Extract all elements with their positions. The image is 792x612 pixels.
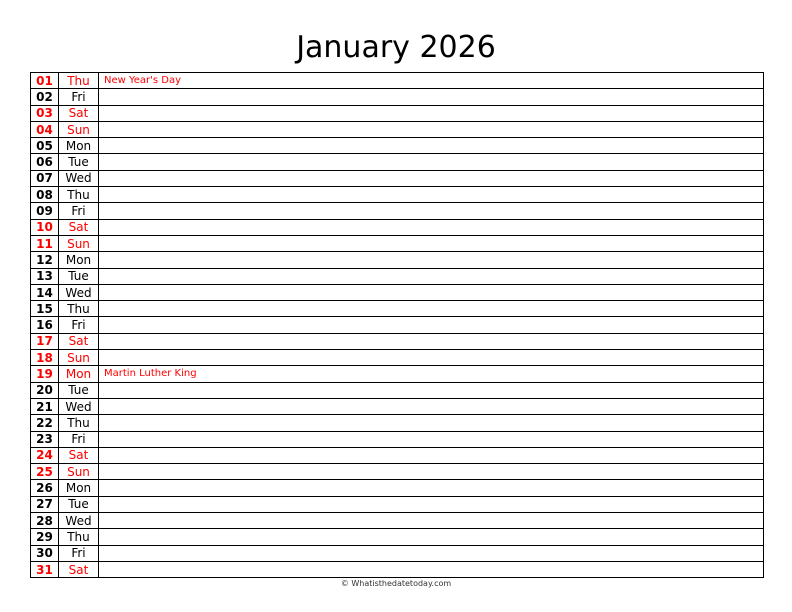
day-number: 02 — [31, 89, 59, 105]
day-of-week: Tue — [59, 382, 99, 398]
note-cell — [99, 447, 764, 463]
note-cell — [99, 561, 764, 577]
day-of-week: Sat — [59, 219, 99, 235]
day-number: 17 — [31, 333, 59, 349]
day-number: 25 — [31, 464, 59, 480]
day-number: 04 — [31, 121, 59, 137]
day-number: 09 — [31, 203, 59, 219]
day-of-week: Fri — [59, 317, 99, 333]
calendar-row — [31, 73, 764, 89]
day-of-week: Thu — [59, 529, 99, 545]
day-of-week: Fri — [59, 431, 99, 447]
page-title: January 2026 — [296, 30, 496, 65]
note-cell — [99, 513, 764, 529]
note-cell — [99, 464, 764, 480]
day-of-week: Tue — [59, 268, 99, 284]
calendar-row — [31, 219, 764, 235]
day-of-week: Wed — [59, 284, 99, 300]
calendar-row — [31, 105, 764, 121]
day-of-week: Tue — [59, 154, 99, 170]
day-number: 24 — [31, 447, 59, 463]
calendar-row — [31, 284, 764, 300]
note-cell — [99, 105, 764, 121]
note-cell — [99, 415, 764, 431]
calendar-row — [31, 89, 764, 105]
day-number: 06 — [31, 154, 59, 170]
calendar-row — [31, 203, 764, 219]
day-number: 18 — [31, 350, 59, 366]
day-number: 11 — [31, 235, 59, 251]
day-of-week: Mon — [59, 138, 99, 154]
calendar-row — [31, 415, 764, 431]
day-number: 20 — [31, 382, 59, 398]
day-of-week: Wed — [59, 398, 99, 414]
day-of-week: Sun — [59, 121, 99, 137]
calendar-row — [31, 301, 764, 317]
day-number: 12 — [31, 252, 59, 268]
calendar-body — [31, 73, 764, 578]
calendar-row — [31, 268, 764, 284]
note-cell — [99, 529, 764, 545]
calendar-row — [31, 513, 764, 529]
note-cell — [99, 268, 764, 284]
calendar-row — [31, 252, 764, 268]
day-of-week: Mon — [59, 480, 99, 496]
day-number: 29 — [31, 529, 59, 545]
calendar-row — [31, 496, 764, 512]
note-cell — [99, 496, 764, 512]
day-number: 08 — [31, 187, 59, 203]
calendar-row — [31, 138, 764, 154]
day-of-week: Wed — [59, 513, 99, 529]
note-cell — [99, 284, 764, 300]
note-cell — [99, 235, 764, 251]
calendar-row — [31, 464, 764, 480]
day-number: 26 — [31, 480, 59, 496]
day-number: 03 — [31, 105, 59, 121]
holiday-note: Martin Luther King — [99, 366, 764, 382]
calendar-row — [31, 121, 764, 137]
day-of-week: Fri — [59, 545, 99, 561]
calendar-row — [31, 382, 764, 398]
day-of-week: Fri — [59, 203, 99, 219]
note-cell — [99, 382, 764, 398]
day-number: 21 — [31, 398, 59, 414]
day-number: 30 — [31, 545, 59, 561]
day-number: 27 — [31, 496, 59, 512]
day-of-week: Sat — [59, 447, 99, 463]
day-number: 15 — [31, 301, 59, 317]
day-of-week: Mon — [59, 366, 99, 382]
day-number: 10 — [31, 219, 59, 235]
note-cell — [99, 138, 764, 154]
day-number: 07 — [31, 170, 59, 186]
day-of-week: Tue — [59, 496, 99, 512]
note-cell — [99, 350, 764, 366]
calendar-row — [31, 398, 764, 414]
day-of-week: Thu — [59, 415, 99, 431]
note-cell — [99, 301, 764, 317]
day-number: 13 — [31, 268, 59, 284]
calendar-row — [31, 480, 764, 496]
calendar-row — [31, 154, 764, 170]
calendar-row — [31, 447, 764, 463]
calendar-row — [31, 529, 764, 545]
day-of-week: Fri — [59, 89, 99, 105]
day-of-week: Sat — [59, 333, 99, 349]
day-of-week: Sun — [59, 464, 99, 480]
note-cell — [99, 431, 764, 447]
note-cell — [99, 252, 764, 268]
day-of-week: Sat — [59, 105, 99, 121]
day-number: 14 — [31, 284, 59, 300]
day-of-week: Mon — [59, 252, 99, 268]
calendar-row — [31, 317, 764, 333]
day-of-week: Thu — [59, 187, 99, 203]
day-of-week: Sun — [59, 235, 99, 251]
note-cell — [99, 398, 764, 414]
calendar-table — [30, 72, 764, 578]
note-cell — [99, 219, 764, 235]
day-number: 16 — [31, 317, 59, 333]
note-cell — [99, 154, 764, 170]
note-cell — [99, 121, 764, 137]
day-of-week: Thu — [59, 73, 99, 89]
calendar-row — [31, 170, 764, 186]
note-cell — [99, 317, 764, 333]
day-of-week: Thu — [59, 301, 99, 317]
calendar-row — [31, 350, 764, 366]
note-cell — [99, 333, 764, 349]
calendar-row — [31, 333, 764, 349]
note-cell — [99, 187, 764, 203]
calendar-row — [31, 235, 764, 251]
calendar-row — [31, 545, 764, 561]
day-number: 05 — [31, 138, 59, 154]
day-of-week: Sat — [59, 561, 99, 577]
day-number: 23 — [31, 431, 59, 447]
calendar-row — [31, 366, 764, 382]
holiday-note: New Year's Day — [99, 73, 764, 89]
footer-copyright: © Whatisthedatetoday.com — [340, 579, 452, 588]
calendar-row — [31, 561, 764, 577]
note-cell — [99, 203, 764, 219]
day-of-week: Wed — [59, 170, 99, 186]
day-number: 28 — [31, 513, 59, 529]
day-of-week: Sun — [59, 350, 99, 366]
calendar-row — [31, 431, 764, 447]
note-cell — [99, 545, 764, 561]
calendar-row — [31, 187, 764, 203]
day-number: 31 — [31, 561, 59, 577]
day-number: 22 — [31, 415, 59, 431]
note-cell — [99, 480, 764, 496]
day-number: 19 — [31, 366, 59, 382]
note-cell — [99, 170, 764, 186]
day-number: 01 — [31, 73, 59, 89]
note-cell — [99, 89, 764, 105]
